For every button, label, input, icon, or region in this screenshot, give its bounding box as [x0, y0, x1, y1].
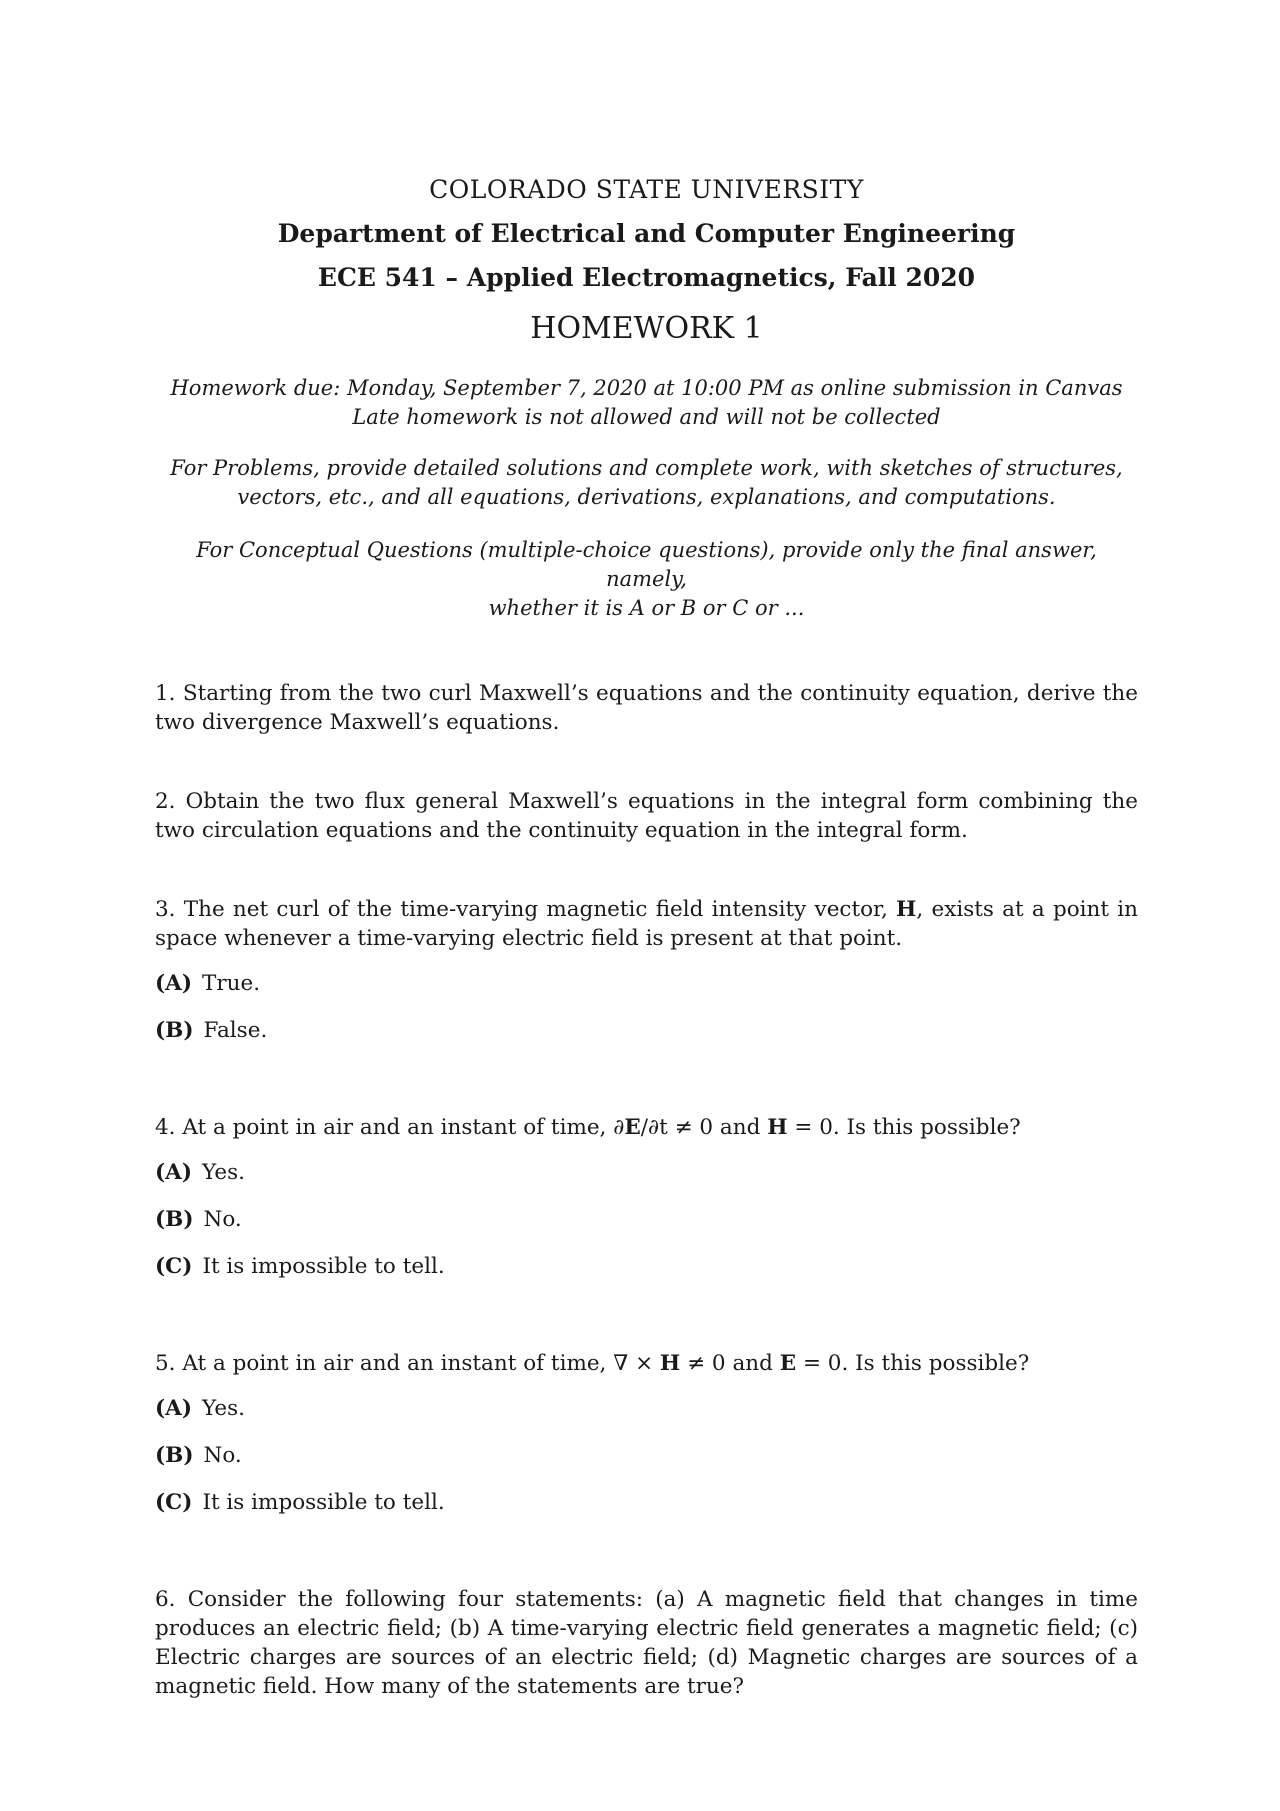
university-name: COLORADO STATE UNIVERSITY — [429, 175, 864, 204]
problem-4 — [155, 1113, 1138, 1297]
due-date-line: Homework due: Monday, September 7, 2020 at 10:00 PM as online submission in Canvas — [170, 376, 1123, 400]
option-text: True. — [202, 971, 261, 996]
option-b — [155, 1439, 1138, 1486]
problem-3-text-end: , exists at a point in space whenever a time-varying electric field is present at that point. — [155, 897, 1138, 951]
problem-2: 2. Obtain the two flux general Maxwell’s equations in the integral form combining the two circulation equations and the continuity equation in the integral form. — [155, 789, 1138, 843]
problem-4-text-start: 4. At a point in air and an instant of time, ∂ — [155, 1115, 625, 1140]
vector-h: H — [659, 1351, 681, 1376]
problem-1: 1. Starting from the two curl Maxwell’s equations and the continuity equation, derive the two divergence Maxwell’s equations. — [155, 681, 1138, 735]
option-letter: (B) — [155, 1207, 194, 1232]
option-a — [155, 967, 1138, 1014]
vector-h: H — [767, 1115, 788, 1140]
option-letter: (A) — [155, 971, 193, 996]
option-text: False. — [203, 1018, 268, 1043]
problem-5-text — [155, 1349, 1138, 1378]
problem-3-options — [155, 967, 1138, 1061]
option-c — [155, 1486, 1138, 1533]
option-text: No. — [203, 1443, 242, 1468]
option-letter: (A) — [155, 1396, 193, 1421]
option-a — [155, 1392, 1138, 1439]
problem-4-text-end: = 0. Is this possible? — [787, 1115, 1021, 1140]
problem-5-text-end: = 0. Is this possible? — [796, 1351, 1030, 1376]
option-a — [155, 1156, 1138, 1203]
problems-instructions — [155, 454, 1138, 512]
homework-page — [155, 168, 1138, 1701]
option-text: It is impossible to tell. — [202, 1254, 445, 1279]
option-letter: (C) — [155, 1490, 193, 1515]
conceptual-instructions-line-2: whether it is A or B or C or ... — [488, 596, 805, 620]
problem-4-options — [155, 1156, 1138, 1297]
conceptual-instructions-line-1: For Conceptual Questions (multiple-choice questions), provide only the final answer, namely, — [196, 538, 1097, 591]
problems-instructions-line-1: For Problems, provide detailed solutions and complete work, with sketches of structures, — [170, 456, 1123, 480]
problems-instructions-line-2: vectors, etc., and all equations, derivations, explanations, and computations. — [237, 485, 1056, 509]
document-header — [155, 168, 1138, 354]
problem-6: 6. Consider the following four statements: (a) A magnetic field that changes in time produces an electric field; (b) A time-varying electric field generates a magnetic field; (c) Electric charges are sources of an electric field; (d) Magnetic charges are sources of a magnetic field. How many of the statements are true? — [155, 1587, 1138, 1699]
option-letter: (C) — [155, 1254, 193, 1279]
problem-3-text — [155, 895, 1138, 953]
option-letter: (B) — [155, 1443, 194, 1468]
problem-4-text-mid: /∂t ≠ 0 and — [640, 1115, 768, 1140]
option-letter: (A) — [155, 1160, 193, 1185]
problem-5 — [155, 1349, 1138, 1533]
due-notice — [155, 374, 1138, 432]
late-policy-line: Late homework is not allowed and will not be collected — [352, 405, 941, 429]
option-letter: (B) — [155, 1018, 194, 1043]
option-c — [155, 1250, 1138, 1297]
course-title: ECE 541 – Applied Electromagnetics, Fall 2020 — [317, 263, 976, 292]
conceptual-instructions — [155, 536, 1138, 623]
problem-5-options — [155, 1392, 1138, 1533]
option-text: Yes. — [202, 1160, 245, 1185]
problem-5-text-mid: ≠ 0 and — [680, 1351, 780, 1376]
option-text: Yes. — [202, 1396, 245, 1421]
problem-5-text-start: 5. At a point in air and an instant of time, ∇ × — [155, 1351, 660, 1376]
option-text: No. — [203, 1207, 242, 1232]
problem-3-text-start: 3. The net curl of the time-varying magnetic field intensity vector, — [155, 897, 897, 922]
problem-3 — [155, 895, 1138, 1061]
vector-e: E — [624, 1115, 641, 1140]
option-text: It is impossible to tell. — [202, 1490, 445, 1515]
problem-4-text — [155, 1113, 1138, 1142]
option-b — [155, 1014, 1138, 1061]
homework-title: HOMEWORK 1 — [530, 311, 763, 346]
vector-e: E — [779, 1351, 797, 1376]
option-b — [155, 1203, 1138, 1250]
department-name: Department of Electrical and Computer Engineering — [277, 219, 1016, 248]
vector-h: H — [896, 897, 917, 922]
